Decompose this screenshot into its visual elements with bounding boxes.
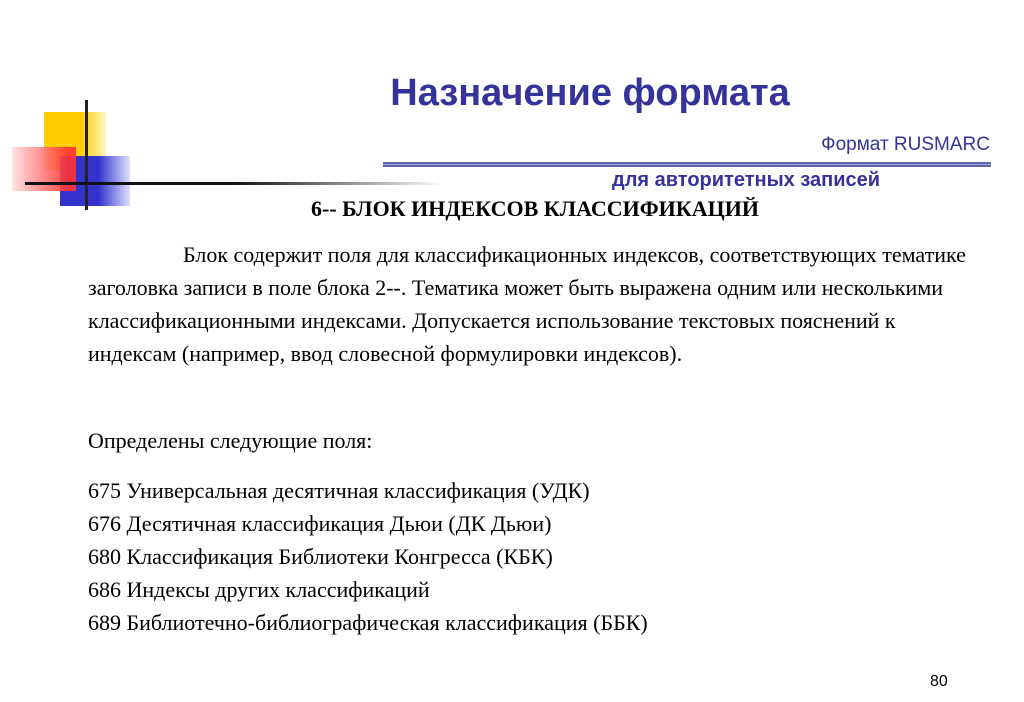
slide-subtitle: Формат RUSMARC: [821, 134, 990, 155]
list-item: 689 Библиотечно-библиографическая классификация (ББК): [88, 610, 648, 635]
logo-vertical-line: [85, 100, 88, 210]
defined-fields-label: Определены следующие поля:: [88, 428, 373, 453]
fields-list: [88, 474, 968, 639]
slide-title: Назначение формата: [390, 72, 790, 114]
body-paragraph: Блок содержит поля для классификационных индексов, соответствующих тематике заголовка записи в поле блока 2--. Тематика может быть выражена одним или несколькими классификационными индексами. Допускается использование текстовых пояснений к индексам (например, ввод словесной формулировки индексов).: [88, 242, 966, 366]
list-item: 675 Универсальная десятичная классификация (УДК): [88, 478, 590, 503]
divider-line: [383, 162, 991, 167]
slide-subtitle-secondary: для авторитетных записей: [612, 169, 881, 191]
list-item: 680 Классификация Библиотеки Конгресса (КБК): [88, 544, 553, 569]
list-item: 686 Индексы других классификаций: [88, 577, 430, 602]
page-number: 80: [930, 673, 948, 690]
logo-horizontal-line: [25, 182, 445, 185]
section-heading: 6-- БЛОК ИНДЕКСОВ КЛАССИФИКАЦИЙ: [311, 196, 759, 221]
list-item: 676 Десятичная классификация Дьюи (ДК Дьюи): [88, 511, 552, 536]
